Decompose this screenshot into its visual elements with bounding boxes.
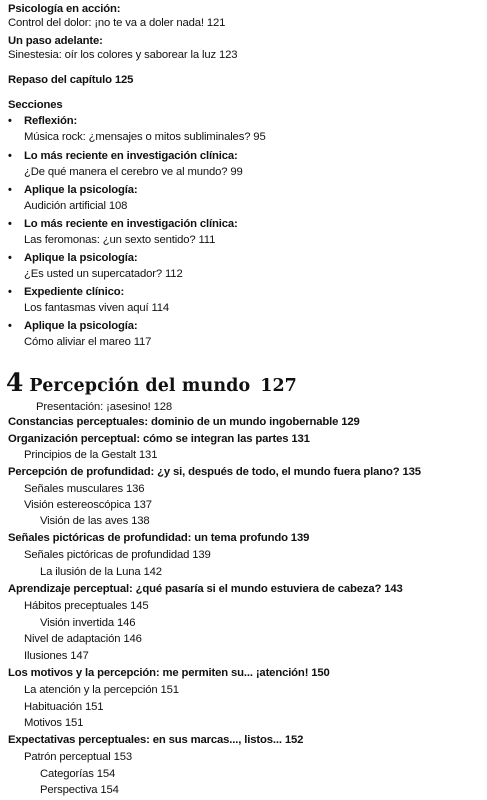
toc-section-heading: Aprendizaje perceptual: ¿qué pasaría si el mundo estuviera de cabeza? 143 xyxy=(8,583,403,595)
toc-subentry: La ilusión de la Luna 142 xyxy=(40,566,162,578)
toc-entry: ¿Es usted un supercatador? 112 xyxy=(24,268,183,280)
toc-entry: Señales musculares 136 xyxy=(24,483,145,495)
toc-entry: ¿De qué manera el cerebro ve al mundo? 99 xyxy=(24,166,243,178)
toc-entry: Los fantasmas viven aquí 114 xyxy=(24,302,170,314)
heading-repaso-del-capitulo: Repaso del capítulo 125 xyxy=(8,74,134,86)
chapter-heading xyxy=(6,368,297,397)
chapter-title: Percepción del mundo xyxy=(29,376,251,396)
bullet-icon: • xyxy=(8,218,12,230)
bullet-icon: • xyxy=(8,150,12,162)
toc-subentry: Perspectiva 154 xyxy=(40,784,119,796)
heading-psicologia-en-accion: Psicología en acción: xyxy=(8,3,121,15)
toc-entry: Señales pictóricas de profundidad 139 xyxy=(24,549,211,561)
toc-subentry: Visión de las aves 138 xyxy=(40,515,150,527)
toc-entry: Sinestesia: oír los colores y saborear la luz 123 xyxy=(8,49,238,61)
toc-entry: Audición artificial 108 xyxy=(24,200,128,212)
bullet-icon: • xyxy=(8,252,12,264)
toc-entry: Habituación 151 xyxy=(24,701,104,713)
section-heading: Reflexión: xyxy=(24,115,78,127)
toc-section-heading: Señales pictóricas de profundidad: un tema profundo 139 xyxy=(8,532,310,544)
bullet-icon: • xyxy=(8,184,12,196)
toc-section-heading: Constancias perceptuales: dominio de un mundo ingobernable 129 xyxy=(8,416,360,428)
toc-entry: Control del dolor: ¡no te va a doler nada! 121 xyxy=(8,17,226,29)
section-heading: Lo más reciente en investigación clínica: xyxy=(24,218,238,230)
bullet-icon: • xyxy=(8,286,12,298)
toc-entry: Cómo aliviar el mareo 117 xyxy=(24,336,152,348)
toc-entry: Principios de la Gestalt 131 xyxy=(24,449,158,461)
toc-entry: Nivel de adaptación 146 xyxy=(24,633,142,645)
section-heading: Aplique la psicología: xyxy=(24,184,138,196)
toc-section-heading: Expectativas perceptuales: en sus marcas..., listos... 152 xyxy=(8,734,304,746)
toc-entry: Presentación: ¡asesino! 128 xyxy=(36,401,172,413)
toc-entry: Las feromonas: ¿un sexto sentido? 111 xyxy=(24,234,216,246)
chapter-number: 4 xyxy=(6,368,24,397)
chapter-page: 127 xyxy=(260,376,297,396)
heading-secciones: Secciones xyxy=(8,99,63,111)
toc-entry: Patrón perceptual 153 xyxy=(24,751,133,763)
toc-entry: Motivos 151 xyxy=(24,717,84,729)
toc-entry: Hábitos preceptuales 145 xyxy=(24,600,149,612)
section-heading: Lo más reciente en investigación clínica: xyxy=(24,150,238,162)
toc-section-heading: Percepción de profundidad: ¿y si, después de todo, el mundo fuera plano? 135 xyxy=(8,466,421,478)
toc-entry: La atención y la percepción 151 xyxy=(24,684,179,696)
toc-entry: Visión estereoscópica 137 xyxy=(24,499,152,511)
toc-subentry: Visión invertida 146 xyxy=(40,617,136,629)
bullet-icon: • xyxy=(8,320,12,332)
toc-entry: Ilusiones 147 xyxy=(24,650,89,662)
section-heading: Aplique la psicología: xyxy=(24,252,138,264)
toc-section-heading: Organización perceptual: cómo se integran las partes 131 xyxy=(8,433,310,445)
toc-section-heading: Los motivos y la percepción: me permiten su... ¡atención! 150 xyxy=(8,667,330,679)
bullet-icon: • xyxy=(8,115,12,127)
heading-un-paso-adelante: Un paso adelante: xyxy=(8,35,103,47)
section-heading: Aplique la psicología: xyxy=(24,320,138,332)
section-heading: Expediente clínico: xyxy=(24,286,125,298)
toc-subentry: Categorías 154 xyxy=(40,768,116,780)
toc-entry: Música rock: ¿mensajes o mitos subliminales? 95 xyxy=(24,131,266,143)
